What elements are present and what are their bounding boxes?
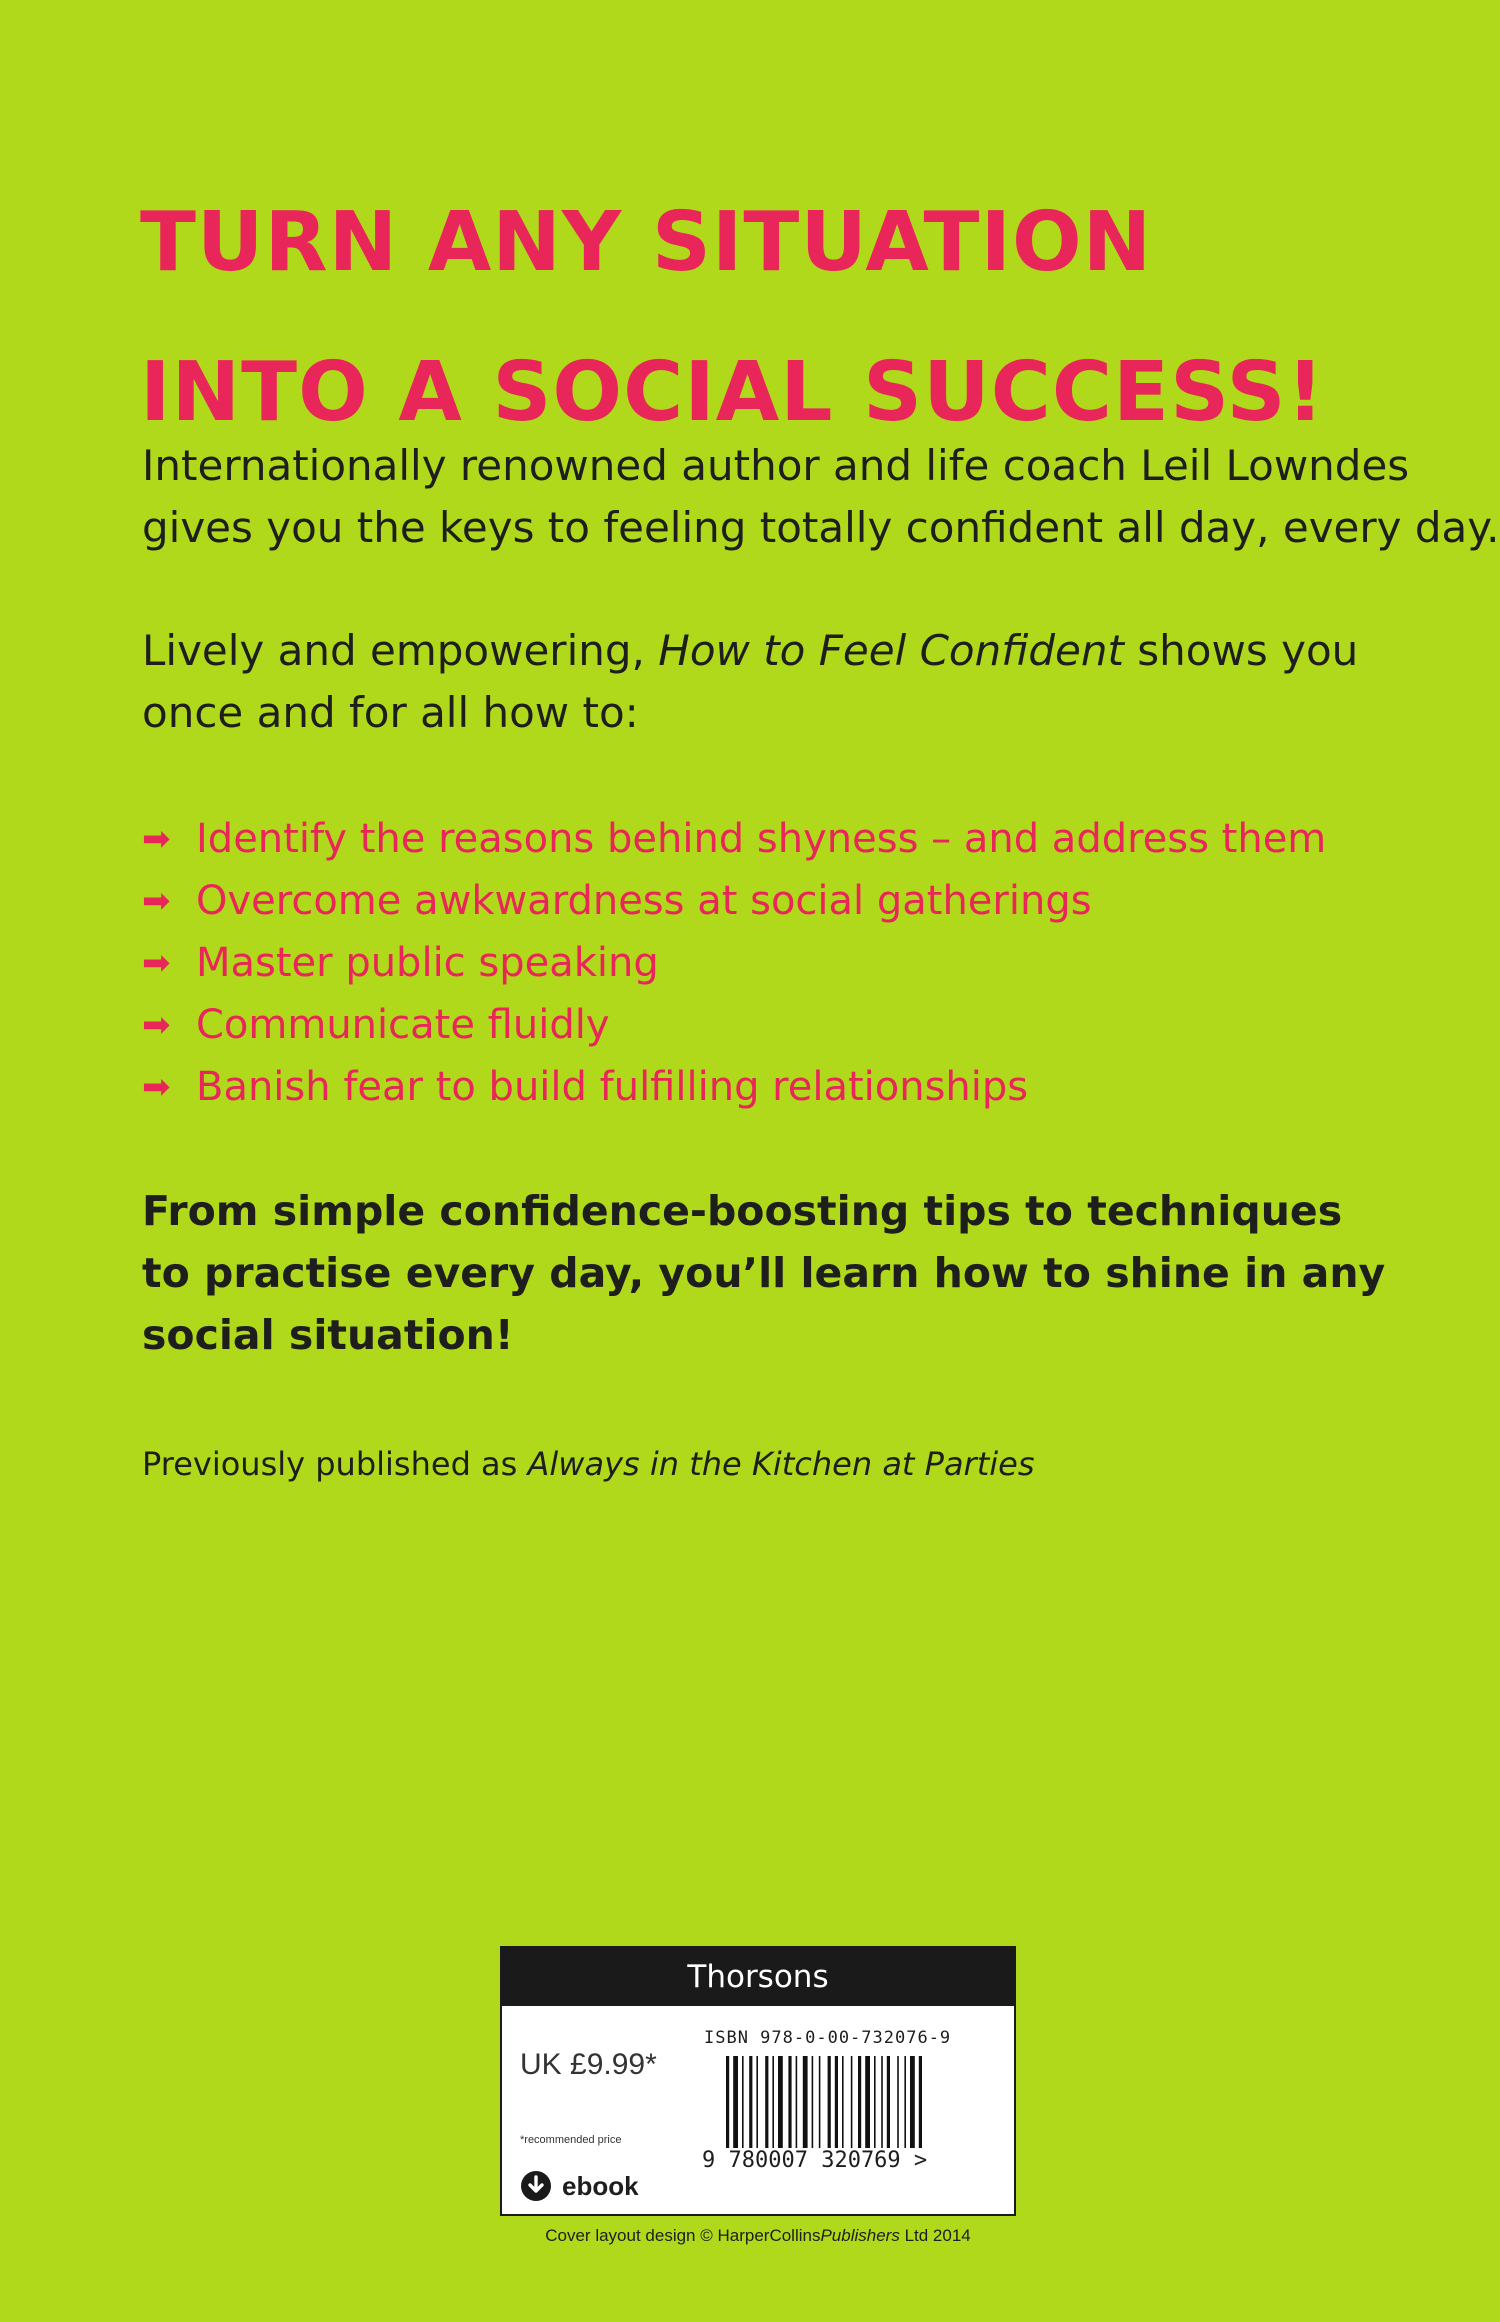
barcode-bar	[904, 2056, 906, 2148]
barcode-panel	[500, 1946, 1016, 2216]
credit-italic: Publishers	[820, 2226, 900, 2245]
barcode-bar	[910, 2056, 915, 2148]
cover-credit	[500, 2226, 1016, 2246]
bullet-text: Identify the reasons behind shyness – and address them	[196, 816, 1327, 862]
barcode-bar	[919, 2056, 922, 2148]
intro-paragraph	[142, 435, 1500, 559]
previously-published	[142, 1440, 1035, 1488]
previous-title: Always in the Kitchen at Parties	[527, 1445, 1035, 1483]
isbn-text: ISBN 978-0-00-732076-9	[704, 2028, 952, 2048]
barcode-bar	[819, 2056, 821, 2148]
summary-line-1: From simple confidence-boosting tips to techniques	[142, 1187, 1343, 1235]
barcode	[724, 2056, 964, 2148]
price-label: UK £9.99*	[520, 2048, 657, 2081]
lead-text-before: Lively and empowering,	[142, 626, 659, 675]
price-note: *recommended price	[520, 2134, 622, 2146]
barcode-bar	[788, 2056, 791, 2148]
bullet-text: Communicate fluidly	[196, 1002, 610, 1048]
barcode-bar	[726, 2056, 729, 2148]
bullet-item	[142, 870, 1422, 932]
barcode-bar	[756, 2056, 758, 2148]
barcode-bar	[733, 2056, 738, 2148]
barcode-bar	[835, 2056, 838, 2148]
barcode-bar	[742, 2056, 744, 2148]
arrow-right-icon: ➡	[142, 1067, 171, 1107]
barcode-bar	[812, 2056, 814, 2148]
barcode-bar	[796, 2056, 798, 2148]
bullet-item	[142, 1056, 1422, 1118]
lead-text-after: shows you	[1123, 626, 1359, 675]
headline-line-1: TURN ANY SITUATION	[140, 195, 1153, 290]
barcode-bar	[874, 2056, 876, 2148]
barcode-bar	[865, 2056, 870, 2148]
book-title: How to Feel Confident	[658, 626, 1124, 675]
intro-line-1: Internationally renowned author and life coach Leil Lowndes	[142, 441, 1410, 490]
bullet-item	[142, 808, 1422, 870]
download-circle-icon	[520, 2170, 552, 2202]
intro-line-2: gives you the keys to feeling totally confident all day, every day.	[142, 503, 1500, 552]
summary-line-2: to practise every day, you’ll learn how to shine in any	[142, 1249, 1386, 1297]
barcode-digits: 9 780007 320769 >	[702, 2148, 928, 2173]
barcode-bar	[887, 2056, 890, 2148]
bullet-text: Overcome awkwardness at social gatherings	[196, 878, 1092, 924]
barcode-bar	[842, 2056, 844, 2148]
ebook-label: ebook	[562, 2170, 639, 2201]
summary-paragraph	[142, 1180, 1402, 1366]
arrow-right-icon: ➡	[142, 881, 171, 921]
lead-line-1	[142, 620, 1402, 682]
lead-line-2: once and for all how to:	[142, 688, 639, 737]
barcode-bar	[828, 2056, 831, 2148]
arrow-right-icon: ➡	[142, 1005, 171, 1045]
publisher-logo: Thorsons	[502, 1948, 1014, 2006]
barcode-bar	[749, 2056, 752, 2148]
bullet-list	[142, 808, 1422, 1118]
summary-line-3: social situation!	[142, 1311, 514, 1359]
barcode-bar	[858, 2056, 861, 2148]
bullet-item	[142, 994, 1422, 1056]
credit-suffix: Ltd 2014	[899, 2226, 971, 2245]
arrow-right-icon: ➡	[142, 819, 171, 859]
barcode-bar	[803, 2056, 808, 2148]
barcode-bar	[778, 2056, 783, 2148]
barcode-bar	[765, 2056, 768, 2148]
barcode-bar	[772, 2056, 774, 2148]
barcode-bar	[851, 2056, 853, 2148]
headline-line-2: INTO A SOCIAL SUCCESS!	[140, 345, 1325, 440]
barcode-bar	[897, 2056, 899, 2148]
credit-prefix: Cover layout design © HarperCollins	[545, 2226, 821, 2245]
lead-paragraph	[142, 620, 1402, 744]
arrow-right-icon: ➡	[142, 943, 171, 983]
barcode-bar	[881, 2056, 883, 2148]
bullet-text: Master public speaking	[196, 940, 659, 986]
bullet-item	[142, 932, 1422, 994]
ebook-badge	[520, 2170, 639, 2202]
previously-prefix: Previously published as	[142, 1445, 528, 1483]
bullet-text: Banish fear to build fulfilling relationships	[196, 1064, 1029, 1110]
headline	[140, 168, 1420, 468]
